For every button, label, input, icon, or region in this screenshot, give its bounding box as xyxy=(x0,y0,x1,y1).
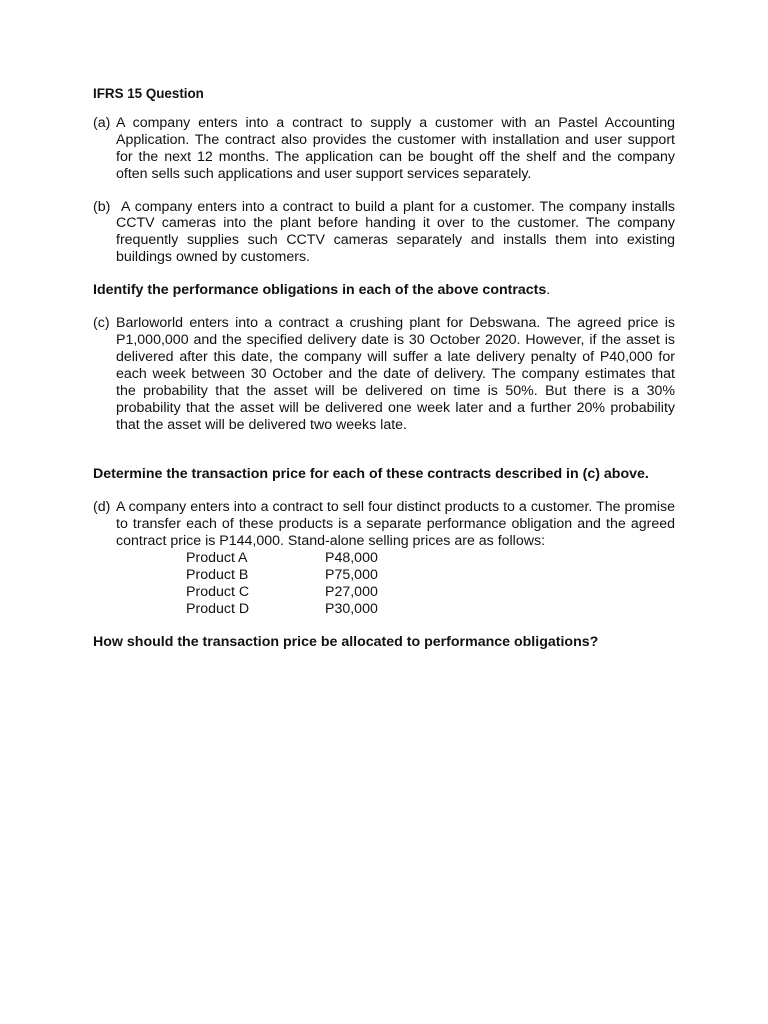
question-identify-bold: Identify the performance obligations in each of the above contracts xyxy=(93,282,547,299)
item-marker-d: (d) xyxy=(93,499,111,516)
question-item-c xyxy=(93,315,675,433)
question-identify-obligations xyxy=(93,282,675,299)
product-row xyxy=(186,601,378,618)
item-marker-a: (a) xyxy=(93,114,111,131)
product-name: Product B xyxy=(186,566,249,583)
product-row xyxy=(186,584,378,601)
question-item-b xyxy=(93,199,675,267)
item-text-d xyxy=(116,499,675,617)
document-title: IFRS 15 Question xyxy=(93,86,204,101)
document-page xyxy=(93,86,675,651)
product-row xyxy=(186,567,378,584)
product-price: P48,000 xyxy=(325,550,378,567)
question-identify-period: . xyxy=(546,282,551,299)
product-name: Product D xyxy=(186,600,250,617)
product-price: P75,000 xyxy=(325,566,378,583)
item-marker-c: (c) xyxy=(93,315,110,332)
item-text-a: A company enters into a contract to supply a customer with an Pastel Accounting Application. The contract also provides the customer with installation and user support for the next 12 months. The application can be bought off the shelf and the company often sells such applications and user support services separately. xyxy=(116,114,675,182)
product-row xyxy=(186,550,378,567)
question-item-d xyxy=(93,499,675,617)
item-marker-b: (b) xyxy=(93,198,111,215)
product-price-table xyxy=(186,550,378,618)
item-text-c: Barloworld enters into a contract a crushing plant for Debswana. The agreed price is P1,000,000 and the specified delivery date is 30 October 2020. However, if the asset is delivered after this date, the company will suffer a late delivery penalty of P40,000 for each week between 30 October and the date of delivery. The company estimates that the probability that the asset will be delivered on time is 50%. But there is a 30% probability that the asset will be delivered one week later and a further 20% probability that the asset will be delivered two weeks late. xyxy=(116,315,675,433)
product-name: Product A xyxy=(186,550,248,567)
question-transaction-price: Determine the transaction price for each of these contracts described in (c) above. xyxy=(93,466,649,483)
question-item-a xyxy=(93,115,675,183)
question-allocation: How should the transaction price be allocated to performance obligations? xyxy=(93,633,599,650)
item-text-b-content: A company enters into a contract to build a plant for a customer. The company installs CCTV cameras into the plant before handing it over to the customer. The company frequently supplies such CCTV cameras separately and installs them into existing buildings owned by customers. xyxy=(116,198,675,266)
product-name: Product C xyxy=(186,583,250,600)
product-price: P27,000 xyxy=(325,583,378,600)
product-price: P30,000 xyxy=(325,600,378,617)
item-text-b xyxy=(116,199,675,267)
item-text-d-content: A company enters into a contract to sell four distinct products to a customer. The promise to transfer each of these products is a separate performance obligation and the agreed contract price is P144,000. Stand-alone selling prices are as follows: xyxy=(116,499,675,550)
